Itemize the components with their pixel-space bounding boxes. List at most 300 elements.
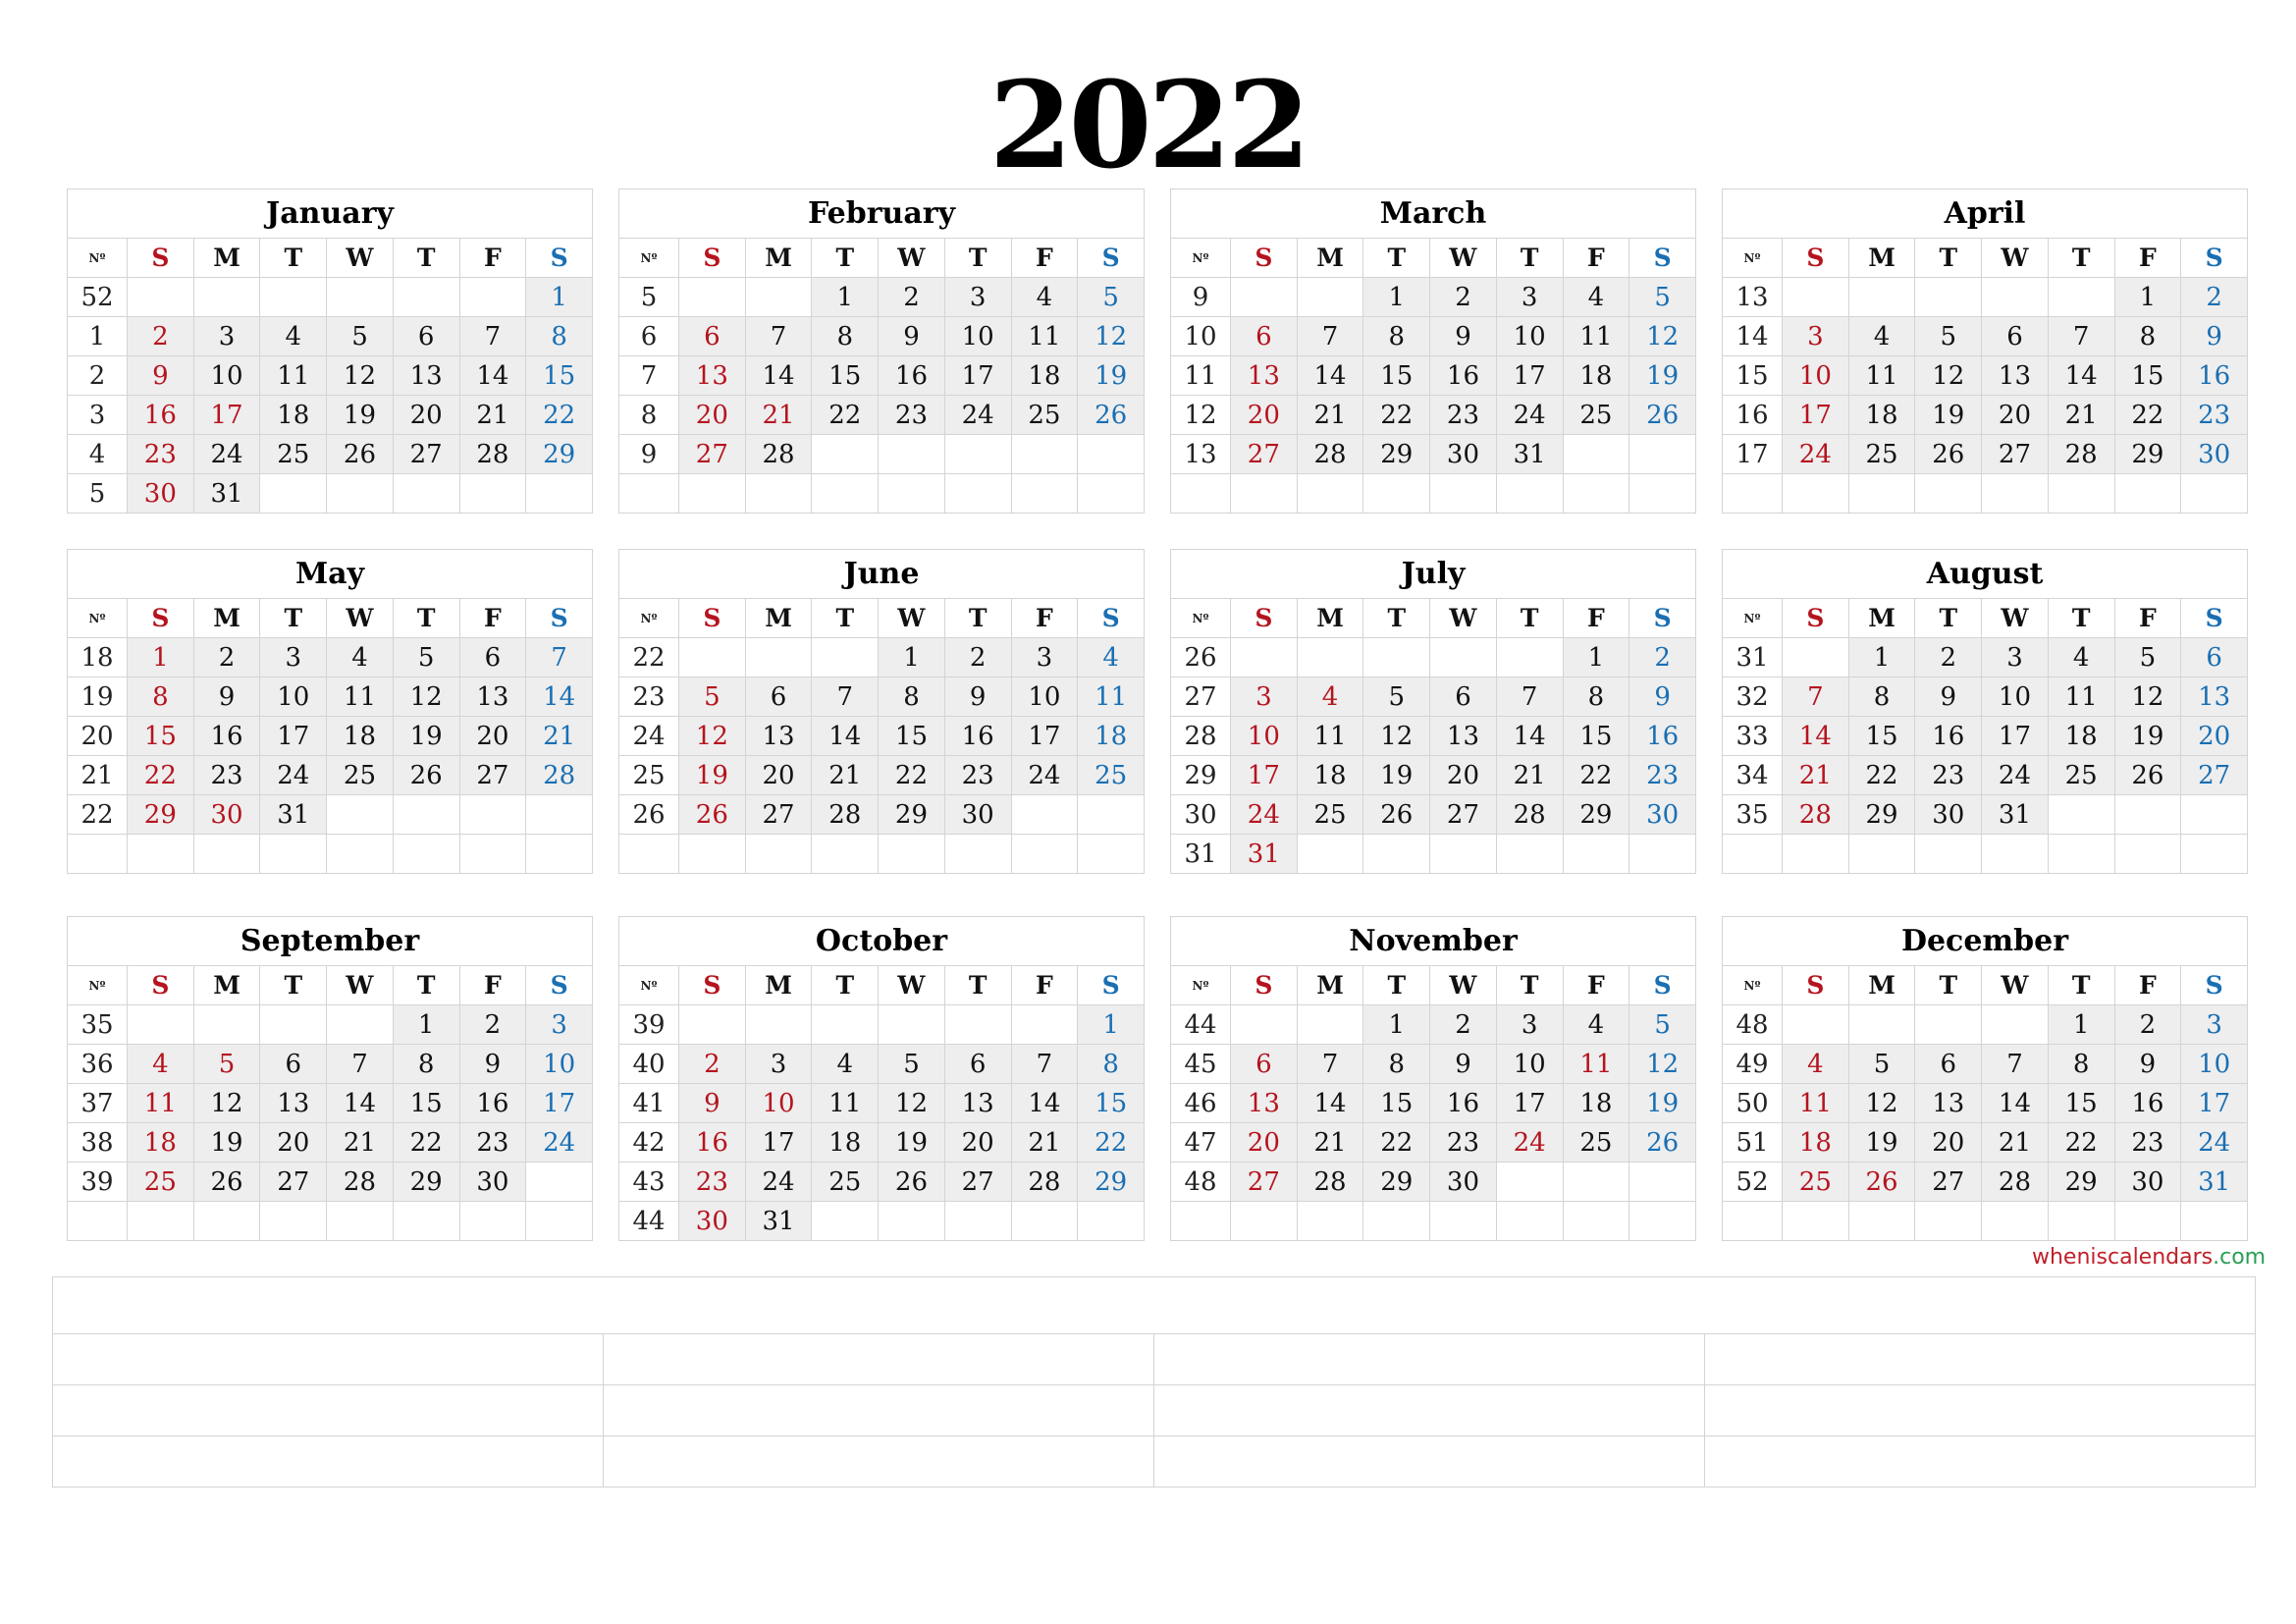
day-cell[interactable]: 8	[812, 317, 879, 356]
day-cell[interactable]: 30	[2114, 1163, 2181, 1202]
day-cell[interactable]: 4	[327, 638, 394, 677]
day-cell[interactable]: 25	[1563, 1123, 1629, 1163]
day-cell[interactable]: 8	[1363, 317, 1430, 356]
day-cell[interactable]: 30	[459, 1163, 526, 1202]
day-cell[interactable]: 28	[526, 756, 593, 795]
day-cell[interactable]: 4	[2048, 638, 2114, 677]
day-cell[interactable]: 9	[1629, 677, 1696, 717]
day-cell[interactable]: 17	[193, 396, 260, 435]
day-cell[interactable]: 8	[1078, 1045, 1145, 1084]
day-cell[interactable]: 2	[679, 1045, 746, 1084]
day-cell[interactable]: 1	[1363, 278, 1430, 317]
day-cell[interactable]: 29	[1363, 1163, 1430, 1202]
day-cell[interactable]: 20	[1231, 396, 1298, 435]
day-cell[interactable]: 4	[1011, 278, 1078, 317]
watermark-link[interactable]	[2032, 1245, 2266, 1270]
day-cell[interactable]: 19	[327, 396, 394, 435]
day-cell[interactable]: 4	[1848, 317, 1915, 356]
day-cell[interactable]: 1	[526, 278, 593, 317]
day-cell[interactable]: 5	[679, 677, 746, 717]
day-cell[interactable]: 5	[327, 317, 394, 356]
day-cell[interactable]: 24	[193, 435, 260, 474]
day-cell[interactable]: 7	[1982, 1045, 2049, 1084]
day-cell[interactable]: 10	[1231, 717, 1298, 756]
day-cell[interactable]: 10	[1011, 677, 1078, 717]
day-cell[interactable]: 21	[745, 396, 812, 435]
day-cell[interactable]: 16	[1915, 717, 1982, 756]
day-cell[interactable]: 4	[1297, 677, 1363, 717]
day-cell[interactable]: 27	[1231, 435, 1298, 474]
day-cell[interactable]: 5	[1848, 1045, 1915, 1084]
day-cell[interactable]: 18	[128, 1123, 194, 1163]
day-cell[interactable]: 22	[526, 396, 593, 435]
day-cell[interactable]: 18	[1563, 1084, 1629, 1123]
day-cell[interactable]: 16	[2114, 1084, 2181, 1123]
day-cell[interactable]: 1	[128, 638, 194, 677]
day-cell[interactable]: 30	[193, 795, 260, 835]
day-cell[interactable]: 23	[1915, 756, 1982, 795]
notes-cell[interactable]	[53, 1436, 604, 1488]
day-cell[interactable]: 6	[679, 317, 746, 356]
day-cell[interactable]: 7	[2048, 317, 2114, 356]
day-cell[interactable]: 21	[1783, 756, 1849, 795]
day-cell[interactable]: 6	[1915, 1045, 1982, 1084]
day-cell[interactable]: 21	[526, 717, 593, 756]
day-cell[interactable]: 25	[1011, 396, 1078, 435]
day-cell[interactable]: 1	[812, 278, 879, 317]
day-cell[interactable]: 26	[193, 1163, 260, 1202]
day-cell[interactable]: 14	[745, 356, 812, 396]
day-cell[interactable]: 26	[1078, 396, 1145, 435]
day-cell[interactable]: 16	[193, 717, 260, 756]
day-cell[interactable]: 15	[1363, 1084, 1430, 1123]
day-cell[interactable]: 13	[1231, 356, 1298, 396]
day-cell[interactable]: 13	[944, 1084, 1011, 1123]
day-cell[interactable]: 20	[1231, 1123, 1298, 1163]
day-cell[interactable]: 12	[1848, 1084, 1915, 1123]
day-cell[interactable]: 25	[260, 435, 327, 474]
day-cell[interactable]: 31	[2181, 1163, 2248, 1202]
day-cell[interactable]: 15	[1563, 717, 1629, 756]
day-cell[interactable]: 13	[2181, 677, 2248, 717]
day-cell[interactable]: 7	[327, 1045, 394, 1084]
day-cell[interactable]: 11	[1563, 1045, 1629, 1084]
day-cell[interactable]: 2	[2181, 278, 2248, 317]
day-cell[interactable]: 9	[879, 317, 945, 356]
day-cell[interactable]: 18	[1078, 717, 1145, 756]
day-cell[interactable]: 29	[1078, 1163, 1145, 1202]
day-cell[interactable]: 22	[1078, 1123, 1145, 1163]
day-cell[interactable]: 19	[2114, 717, 2181, 756]
day-cell[interactable]: 24	[260, 756, 327, 795]
day-cell[interactable]: 26	[1629, 396, 1696, 435]
day-cell[interactable]: 18	[1297, 756, 1363, 795]
day-cell[interactable]: 27	[944, 1163, 1011, 1202]
day-cell[interactable]: 16	[879, 356, 945, 396]
day-cell[interactable]: 10	[526, 1045, 593, 1084]
day-cell[interactable]: 19	[393, 717, 459, 756]
day-cell[interactable]: 18	[327, 717, 394, 756]
day-cell[interactable]: 7	[745, 317, 812, 356]
day-cell[interactable]: 1	[1363, 1005, 1430, 1045]
day-cell[interactable]: 19	[679, 756, 746, 795]
day-cell[interactable]: 24	[944, 396, 1011, 435]
day-cell[interactable]: 30	[944, 795, 1011, 835]
day-cell[interactable]: 5	[1629, 278, 1696, 317]
day-cell[interactable]: 22	[2114, 396, 2181, 435]
day-cell[interactable]: 14	[459, 356, 526, 396]
day-cell[interactable]: 27	[1982, 435, 2049, 474]
day-cell[interactable]: 23	[2114, 1123, 2181, 1163]
day-cell[interactable]: 4	[812, 1045, 879, 1084]
day-cell[interactable]: 20	[1915, 1123, 1982, 1163]
day-cell[interactable]: 31	[1496, 435, 1563, 474]
day-cell[interactable]: 16	[944, 717, 1011, 756]
notes-area[interactable]	[52, 1276, 2256, 1488]
day-cell[interactable]: 18	[1011, 356, 1078, 396]
day-cell[interactable]: 30	[1430, 1163, 1497, 1202]
notes-cell[interactable]	[1154, 1385, 1705, 1436]
day-cell[interactable]: 20	[2181, 717, 2248, 756]
day-cell[interactable]: 22	[393, 1123, 459, 1163]
day-cell[interactable]: 14	[1011, 1084, 1078, 1123]
day-cell[interactable]: 26	[327, 435, 394, 474]
day-cell[interactable]: 10	[944, 317, 1011, 356]
day-cell[interactable]: 23	[2181, 396, 2248, 435]
day-cell[interactable]: 1	[393, 1005, 459, 1045]
day-cell[interactable]: 10	[1982, 677, 2049, 717]
day-cell[interactable]: 9	[459, 1045, 526, 1084]
day-cell[interactable]: 11	[1783, 1084, 1849, 1123]
day-cell[interactable]: 10	[260, 677, 327, 717]
day-cell[interactable]: 9	[128, 356, 194, 396]
day-cell[interactable]: 26	[879, 1163, 945, 1202]
day-cell[interactable]: 6	[1231, 1045, 1298, 1084]
day-cell[interactable]: 1	[1848, 638, 1915, 677]
day-cell[interactable]: 13	[1915, 1084, 1982, 1123]
day-cell[interactable]: 8	[2048, 1045, 2114, 1084]
notes-cell[interactable]	[604, 1436, 1154, 1488]
day-cell[interactable]: 25	[327, 756, 394, 795]
day-cell[interactable]: 16	[459, 1084, 526, 1123]
day-cell[interactable]: 19	[1363, 756, 1430, 795]
day-cell[interactable]: 17	[526, 1084, 593, 1123]
day-cell[interactable]: 25	[2048, 756, 2114, 795]
day-cell[interactable]: 7	[1783, 677, 1849, 717]
day-cell[interactable]: 2	[128, 317, 194, 356]
day-cell[interactable]: 18	[1563, 356, 1629, 396]
day-cell[interactable]: 1	[879, 638, 945, 677]
day-cell[interactable]: 25	[1297, 795, 1363, 835]
day-cell[interactable]: 12	[1363, 717, 1430, 756]
day-cell[interactable]: 8	[526, 317, 593, 356]
day-cell[interactable]: 23	[879, 396, 945, 435]
day-cell[interactable]: 3	[1011, 638, 1078, 677]
day-cell[interactable]: 6	[1982, 317, 2049, 356]
day-cell[interactable]: 15	[1363, 356, 1430, 396]
day-cell[interactable]: 28	[812, 795, 879, 835]
day-cell[interactable]: 28	[1011, 1163, 1078, 1202]
day-cell[interactable]: 8	[1363, 1045, 1430, 1084]
day-cell[interactable]: 25	[1563, 396, 1629, 435]
day-cell[interactable]: 26	[1848, 1163, 1915, 1202]
day-cell[interactable]: 3	[745, 1045, 812, 1084]
day-cell[interactable]: 15	[393, 1084, 459, 1123]
day-cell[interactable]: 19	[193, 1123, 260, 1163]
day-cell[interactable]: 3	[1496, 1005, 1563, 1045]
day-cell[interactable]: 24	[1783, 435, 1849, 474]
day-cell[interactable]: 17	[1011, 717, 1078, 756]
day-cell[interactable]: 4	[260, 317, 327, 356]
day-cell[interactable]: 22	[2048, 1123, 2114, 1163]
notes-cell[interactable]	[53, 1277, 2256, 1334]
day-cell[interactable]: 23	[1629, 756, 1696, 795]
day-cell[interactable]: 9	[1430, 1045, 1497, 1084]
day-cell[interactable]: 20	[393, 396, 459, 435]
day-cell[interactable]: 3	[260, 638, 327, 677]
day-cell[interactable]: 8	[128, 677, 194, 717]
day-cell[interactable]: 17	[2181, 1084, 2248, 1123]
day-cell[interactable]: 11	[2048, 677, 2114, 717]
day-cell[interactable]: 21	[1297, 396, 1363, 435]
day-cell[interactable]: 4	[128, 1045, 194, 1084]
day-cell[interactable]: 26	[1363, 795, 1430, 835]
day-cell[interactable]: 16	[2181, 356, 2248, 396]
day-cell[interactable]: 24	[1496, 396, 1563, 435]
day-cell[interactable]: 20	[944, 1123, 1011, 1163]
day-cell[interactable]: 17	[1231, 756, 1298, 795]
day-cell[interactable]: 21	[1297, 1123, 1363, 1163]
day-cell[interactable]: 26	[393, 756, 459, 795]
day-cell[interactable]: 25	[128, 1163, 194, 1202]
day-cell[interactable]: 15	[1848, 717, 1915, 756]
day-cell[interactable]: 18	[2048, 717, 2114, 756]
day-cell[interactable]: 29	[1363, 435, 1430, 474]
day-cell[interactable]: 5	[1915, 317, 1982, 356]
day-cell[interactable]: 3	[1982, 638, 2049, 677]
day-cell[interactable]: 1	[2048, 1005, 2114, 1045]
day-cell[interactable]: 3	[526, 1005, 593, 1045]
day-cell[interactable]: 14	[526, 677, 593, 717]
day-cell[interactable]: 16	[128, 396, 194, 435]
notes-cell[interactable]	[1154, 1334, 1705, 1385]
day-cell[interactable]: 2	[459, 1005, 526, 1045]
day-cell[interactable]: 13	[1430, 717, 1497, 756]
day-cell[interactable]: 17	[260, 717, 327, 756]
day-cell[interactable]: 3	[1783, 317, 1849, 356]
day-cell[interactable]: 17	[1783, 396, 1849, 435]
day-cell[interactable]: 28	[1297, 435, 1363, 474]
day-cell[interactable]: 9	[1430, 317, 1497, 356]
day-cell[interactable]: 10	[1496, 1045, 1563, 1084]
day-cell[interactable]: 31	[1982, 795, 2049, 835]
day-cell[interactable]: 6	[745, 677, 812, 717]
day-cell[interactable]: 7	[1297, 317, 1363, 356]
day-cell[interactable]: 29	[526, 435, 593, 474]
day-cell[interactable]: 18	[260, 396, 327, 435]
day-cell[interactable]: 14	[1297, 356, 1363, 396]
day-cell[interactable]: 9	[2181, 317, 2248, 356]
day-cell[interactable]: 2	[879, 278, 945, 317]
day-cell[interactable]: 12	[879, 1084, 945, 1123]
day-cell[interactable]: 9	[193, 677, 260, 717]
day-cell[interactable]: 19	[1915, 396, 1982, 435]
day-cell[interactable]: 11	[1563, 317, 1629, 356]
day-cell[interactable]: 13	[459, 677, 526, 717]
day-cell[interactable]: 15	[1078, 1084, 1145, 1123]
day-cell[interactable]: 13	[1982, 356, 2049, 396]
day-cell[interactable]: 29	[2048, 1163, 2114, 1202]
day-cell[interactable]: 22	[879, 756, 945, 795]
day-cell[interactable]: 27	[2181, 756, 2248, 795]
day-cell[interactable]: 14	[812, 717, 879, 756]
day-cell[interactable]: 6	[1231, 317, 1298, 356]
day-cell[interactable]: 10	[1783, 356, 1849, 396]
day-cell[interactable]: 26	[1629, 1123, 1696, 1163]
day-cell[interactable]: 14	[2048, 356, 2114, 396]
day-cell[interactable]: 30	[679, 1202, 746, 1241]
day-cell[interactable]: 22	[1563, 756, 1629, 795]
day-cell[interactable]: 4	[1563, 278, 1629, 317]
day-cell[interactable]: 7	[1011, 1045, 1078, 1084]
day-cell[interactable]: 19	[1629, 1084, 1696, 1123]
day-cell[interactable]: 13	[679, 356, 746, 396]
day-cell[interactable]: 20	[745, 756, 812, 795]
day-cell[interactable]: 2	[193, 638, 260, 677]
day-cell[interactable]: 7	[812, 677, 879, 717]
day-cell[interactable]: 31	[745, 1202, 812, 1241]
day-cell[interactable]: 24	[1982, 756, 2049, 795]
day-cell[interactable]: 7	[459, 317, 526, 356]
day-cell[interactable]: 28	[1297, 1163, 1363, 1202]
day-cell[interactable]: 20	[1430, 756, 1497, 795]
day-cell[interactable]: 31	[260, 795, 327, 835]
day-cell[interactable]: 25	[1783, 1163, 1849, 1202]
day-cell[interactable]: 27	[679, 435, 746, 474]
day-cell[interactable]: 16	[679, 1123, 746, 1163]
day-cell[interactable]: 13	[260, 1084, 327, 1123]
day-cell[interactable]: 20	[459, 717, 526, 756]
day-cell[interactable]: 17	[1496, 1084, 1563, 1123]
day-cell[interactable]: 11	[1297, 717, 1363, 756]
day-cell[interactable]: 27	[459, 756, 526, 795]
day-cell[interactable]: 19	[1848, 1123, 1915, 1163]
day-cell[interactable]: 4	[1078, 638, 1145, 677]
day-cell[interactable]: 31	[1231, 835, 1298, 874]
day-cell[interactable]: 30	[2181, 435, 2248, 474]
day-cell[interactable]: 5	[879, 1045, 945, 1084]
day-cell[interactable]: 27	[1430, 795, 1497, 835]
day-cell[interactable]: 13	[393, 356, 459, 396]
day-cell[interactable]: 10	[193, 356, 260, 396]
day-cell[interactable]: 2	[944, 638, 1011, 677]
day-cell[interactable]: 15	[2114, 356, 2181, 396]
day-cell[interactable]: 21	[1982, 1123, 2049, 1163]
day-cell[interactable]: 3	[193, 317, 260, 356]
day-cell[interactable]: 22	[1848, 756, 1915, 795]
notes-cell[interactable]	[1705, 1385, 2256, 1436]
day-cell[interactable]: 20	[260, 1123, 327, 1163]
day-cell[interactable]: 1	[2114, 278, 2181, 317]
day-cell[interactable]: 19	[879, 1123, 945, 1163]
day-cell[interactable]: 9	[944, 677, 1011, 717]
day-cell[interactable]: 21	[812, 756, 879, 795]
day-cell[interactable]: 4	[1783, 1045, 1849, 1084]
day-cell[interactable]: 28	[459, 435, 526, 474]
day-cell[interactable]: 29	[2114, 435, 2181, 474]
day-cell[interactable]: 5	[393, 638, 459, 677]
day-cell[interactable]: 16	[1430, 356, 1497, 396]
day-cell[interactable]: 3	[2181, 1005, 2248, 1045]
day-cell[interactable]: 29	[128, 795, 194, 835]
day-cell[interactable]: 17	[745, 1123, 812, 1163]
day-cell[interactable]: 5	[1078, 278, 1145, 317]
day-cell[interactable]: 30	[1915, 795, 1982, 835]
day-cell[interactable]: 16	[1430, 1084, 1497, 1123]
day-cell[interactable]: 9	[1915, 677, 1982, 717]
day-cell[interactable]: 30	[128, 474, 194, 514]
day-cell[interactable]: 23	[944, 756, 1011, 795]
day-cell[interactable]: 14	[1982, 1084, 2049, 1123]
day-cell[interactable]: 31	[193, 474, 260, 514]
day-cell[interactable]: 5	[1629, 1005, 1696, 1045]
day-cell[interactable]: 14	[327, 1084, 394, 1123]
day-cell[interactable]: 1	[1078, 1005, 1145, 1045]
day-cell[interactable]: 12	[1915, 356, 1982, 396]
day-cell[interactable]: 25	[812, 1163, 879, 1202]
notes-cell[interactable]	[1705, 1334, 2256, 1385]
day-cell[interactable]: 12	[1629, 317, 1696, 356]
day-cell[interactable]: 8	[1563, 677, 1629, 717]
day-cell[interactable]: 29	[1848, 795, 1915, 835]
day-cell[interactable]: 3	[1496, 278, 1563, 317]
day-cell[interactable]: 19	[1078, 356, 1145, 396]
day-cell[interactable]: 21	[327, 1123, 394, 1163]
day-cell[interactable]: 8	[1848, 677, 1915, 717]
day-cell[interactable]: 6	[459, 638, 526, 677]
day-cell[interactable]: 14	[1783, 717, 1849, 756]
day-cell[interactable]: 28	[1982, 1163, 2049, 1202]
day-cell[interactable]: 23	[679, 1163, 746, 1202]
notes-cell[interactable]	[53, 1334, 604, 1385]
day-cell[interactable]: 25	[1078, 756, 1145, 795]
day-cell[interactable]: 29	[1563, 795, 1629, 835]
day-cell[interactable]: 22	[1363, 1123, 1430, 1163]
day-cell[interactable]: 21	[1496, 756, 1563, 795]
day-cell[interactable]: 24	[1496, 1123, 1563, 1163]
day-cell[interactable]: 18	[1848, 396, 1915, 435]
day-cell[interactable]: 28	[327, 1163, 394, 1202]
day-cell[interactable]: 10	[745, 1084, 812, 1123]
day-cell[interactable]: 3	[1231, 677, 1298, 717]
day-cell[interactable]: 30	[1629, 795, 1696, 835]
day-cell[interactable]: 6	[260, 1045, 327, 1084]
day-cell[interactable]: 2	[2114, 1005, 2181, 1045]
day-cell[interactable]: 24	[745, 1163, 812, 1202]
day-cell[interactable]: 27	[1231, 1163, 1298, 1202]
day-cell[interactable]: 17	[944, 356, 1011, 396]
day-cell[interactable]: 20	[679, 396, 746, 435]
day-cell[interactable]: 27	[1915, 1163, 1982, 1202]
day-cell[interactable]: 28	[1783, 795, 1849, 835]
day-cell[interactable]: 2	[1430, 1005, 1497, 1045]
day-cell[interactable]: 15	[2048, 1084, 2114, 1123]
day-cell[interactable]: 11	[1011, 317, 1078, 356]
day-cell[interactable]: 27	[745, 795, 812, 835]
day-cell[interactable]: 2	[1430, 278, 1497, 317]
day-cell[interactable]: 28	[2048, 435, 2114, 474]
day-cell[interactable]: 8	[393, 1045, 459, 1084]
